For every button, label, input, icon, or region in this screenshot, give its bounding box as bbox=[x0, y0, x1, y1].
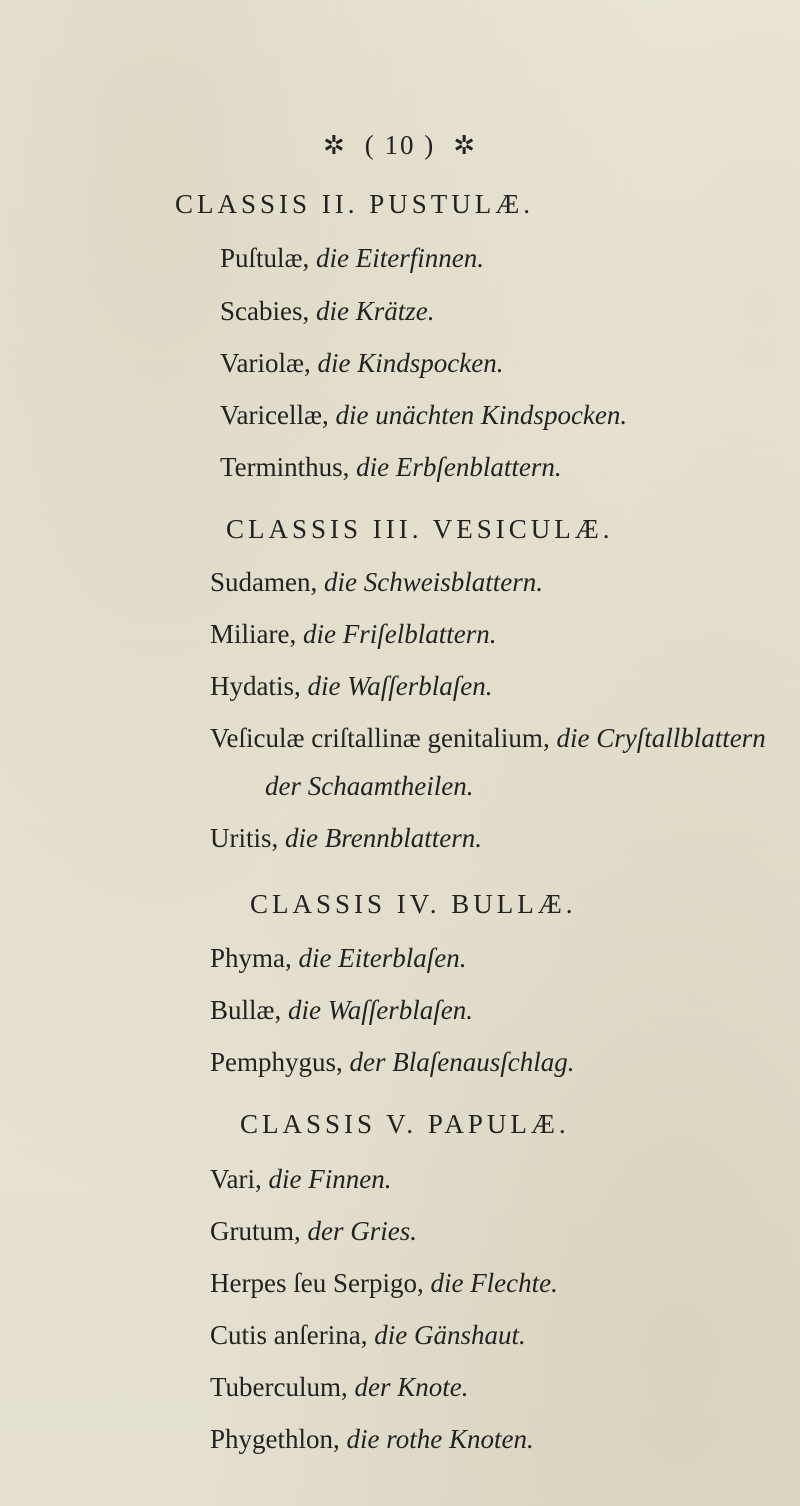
entry bbox=[210, 722, 766, 754]
entry bbox=[210, 1423, 534, 1455]
entry bbox=[220, 295, 434, 327]
german-term: die Waſſerblaſen. bbox=[288, 995, 474, 1025]
german-term: die Kindspocken. bbox=[317, 348, 504, 378]
entry bbox=[210, 566, 543, 598]
latin-term: Varicellæ, bbox=[220, 400, 329, 430]
german-term: die Friſelblattern. bbox=[302, 619, 497, 649]
german-term: der Schaamtheilen. bbox=[265, 771, 474, 801]
latin-term: Sudamen, bbox=[210, 567, 318, 597]
german-term: der Gries. bbox=[307, 1216, 417, 1246]
german-term: die Schweisblattern. bbox=[324, 567, 543, 597]
latin-term: Miliare, bbox=[210, 619, 297, 649]
entry bbox=[210, 1319, 526, 1351]
section-heading: CLASSIS IV. BULLÆ. bbox=[250, 889, 577, 919]
latin-term: Phyma, bbox=[210, 943, 292, 973]
latin-term: Grutum, bbox=[210, 1216, 301, 1246]
entry bbox=[210, 670, 492, 702]
entry bbox=[220, 242, 484, 274]
german-term: die rothe Knoten. bbox=[346, 1424, 534, 1454]
latin-term: Cutis anſerina, bbox=[210, 1320, 368, 1350]
german-term: die Cryſtallblattern bbox=[556, 723, 766, 753]
german-term: die Flechte. bbox=[430, 1268, 558, 1298]
right-ornament-icon: ✲ bbox=[453, 131, 478, 160]
german-term: die Brennblattern. bbox=[285, 823, 482, 853]
german-term: die Erbſenblattern. bbox=[356, 452, 562, 482]
latin-term: Pemphygus, bbox=[210, 1047, 343, 1077]
german-term: die Gänshaut. bbox=[374, 1320, 526, 1350]
page-number: ( 10 ) bbox=[364, 130, 436, 160]
latin-term: Scabies, bbox=[220, 296, 310, 326]
latin-term: Veſiculæ criſtallinæ genitalium, bbox=[210, 723, 550, 753]
entry bbox=[210, 1215, 417, 1247]
latin-term: Phygethlon, bbox=[210, 1424, 340, 1454]
entry bbox=[220, 451, 562, 483]
latin-term: Puſtulæ, bbox=[220, 243, 310, 273]
german-term: die Krätze. bbox=[315, 296, 435, 326]
entry bbox=[210, 994, 473, 1026]
entry bbox=[220, 347, 503, 379]
german-term: die Eiterfinnen. bbox=[316, 243, 484, 273]
entry bbox=[210, 1267, 558, 1299]
german-term: die Waſſerblaſen. bbox=[307, 671, 493, 701]
left-ornament-icon: ✲ bbox=[322, 131, 347, 160]
entry-continuation bbox=[265, 770, 473, 802]
entry bbox=[210, 822, 482, 854]
entry bbox=[210, 1046, 574, 1078]
latin-term: Uritis, bbox=[210, 823, 279, 853]
section-heading: CLASSIS III. VESICULÆ. bbox=[226, 514, 614, 544]
german-term: der Knote. bbox=[354, 1372, 469, 1402]
page-header bbox=[0, 130, 800, 161]
section-heading: CLASSIS V. PAPULÆ. bbox=[240, 1109, 570, 1139]
entry bbox=[210, 1163, 391, 1195]
entry bbox=[210, 1371, 469, 1403]
entry bbox=[220, 399, 627, 431]
german-term: die Eiterblaſen. bbox=[298, 943, 467, 973]
german-term: die unächten Kindspocken. bbox=[335, 400, 628, 430]
latin-term: Bullæ, bbox=[210, 995, 282, 1025]
latin-term: Terminthus, bbox=[220, 452, 350, 482]
entry bbox=[210, 618, 496, 650]
latin-term: Variolæ, bbox=[220, 348, 311, 378]
entry bbox=[210, 942, 466, 974]
latin-term: Herpes ſeu Serpigo, bbox=[210, 1268, 424, 1298]
latin-term: Hydatis, bbox=[210, 671, 301, 701]
german-term: der Blaſenausſchlag. bbox=[349, 1047, 575, 1077]
german-term: die Finnen. bbox=[268, 1164, 392, 1194]
latin-term: Vari, bbox=[210, 1164, 262, 1194]
section-heading: CLASSIS II. PUSTULÆ. bbox=[175, 189, 535, 219]
latin-term: Tuberculum, bbox=[210, 1372, 348, 1402]
